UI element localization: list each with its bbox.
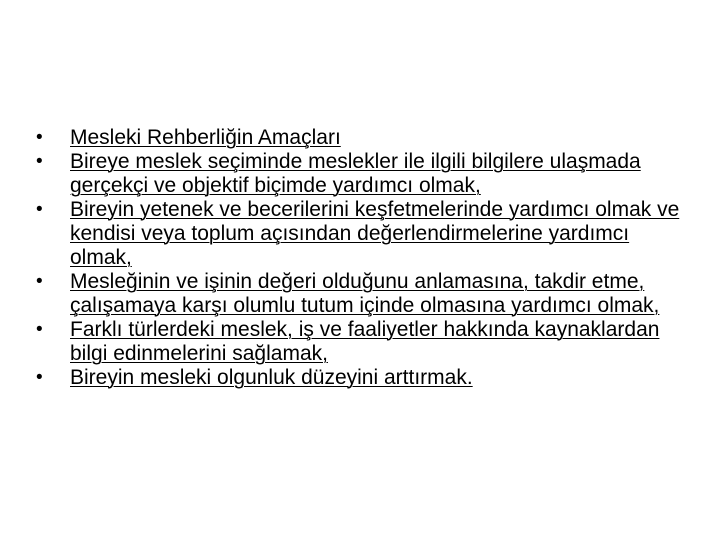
bullet-icon: • [36, 271, 43, 292]
bullet-item [36, 270, 686, 318]
bullet-icon: • [36, 319, 43, 340]
bullet-item-heading [36, 126, 686, 150]
bullet-item [36, 366, 686, 390]
bullet-item [36, 198, 686, 270]
bullet-text: Bireyin mesleki olgunluk düzeyini arttırmak. [70, 366, 473, 389]
bullet-list [36, 126, 686, 390]
bullet-text: Bireyin yetenek ve becerilerini keşfetmelerinde yardımcı olmak ve kendisi veya toplum açısından değerlendirmelerine yardımcı olmak, [70, 198, 680, 269]
bullet-icon: • [36, 199, 43, 220]
bullet-text: Bireye meslek seçiminde meslekler ile ilgili bilgilere ulaşmada gerçekçi ve objektif biçimde yardımcı olmak, [70, 150, 641, 197]
bullet-item [36, 150, 686, 198]
bullet-icon: • [36, 151, 43, 172]
bullet-icon: • [36, 127, 43, 148]
bullet-text: Mesleki Rehberliğin Amaçları [70, 126, 341, 149]
bullet-text: Farklı türlerdeki meslek, iş ve faaliyetler hakkında kaynaklardan bilgi edinmelerini sağlamak, [70, 318, 660, 365]
bullet-text: Mesleğinin ve işinin değeri olduğunu anlamasına, takdir etme, çalışamaya karşı olumlu tutum içinde olmasına yardımcı olmak, [70, 270, 660, 317]
bullet-item [36, 318, 686, 366]
bullet-icon: • [36, 367, 43, 388]
